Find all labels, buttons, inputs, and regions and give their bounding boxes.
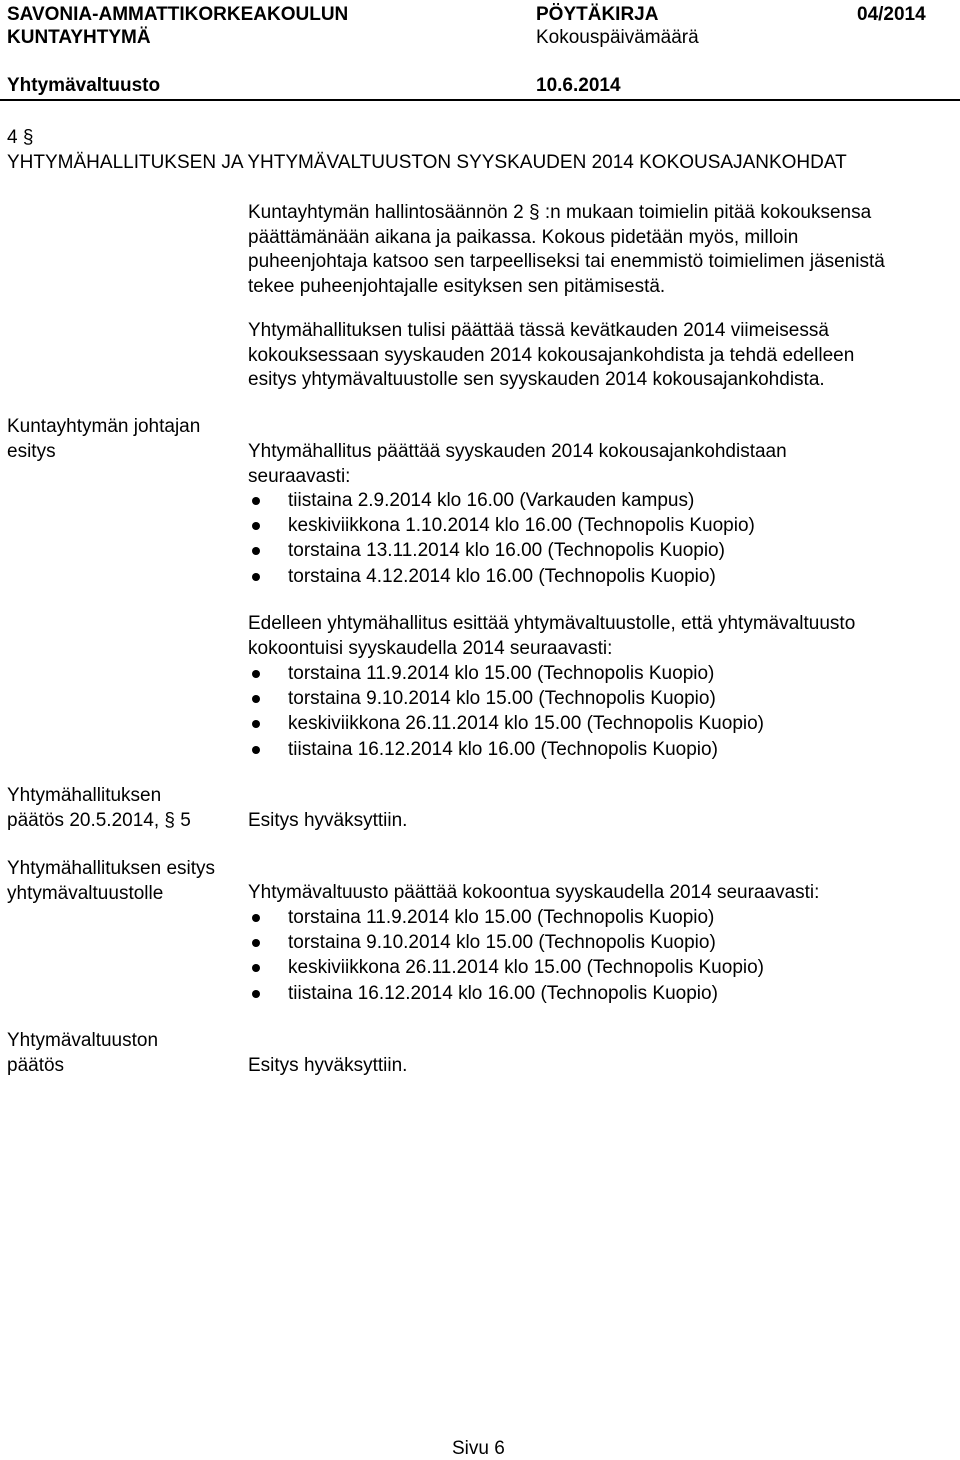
text-line: Edelleen yhtymähallitus esittää yhtymävaltuustolle, että yhtymävaltuusto: [248, 613, 856, 634]
proposal-lead-2: [248, 612, 855, 661]
page-number: Sivu 6: [452, 1438, 505, 1459]
organization-name-line2: KUNTAYHTYMÄ: [7, 27, 151, 48]
side-label-line: yhtymävaltuustolle: [7, 882, 164, 904]
board-meeting-dates-list: [248, 488, 755, 589]
text-line: kokoontuisi syyskaudella 2014 seuraavasti:: [248, 637, 613, 659]
section-mark: §: [22, 127, 34, 148]
text-line: tekee puheenjohtajalle esityksen sen pitämisestä.: [248, 275, 666, 297]
text-line: puheenjohtaja katsoo sen tarpeelliseksi tai enemmistö toimielimen jäsenistä: [248, 251, 885, 272]
document-number: 04/2014: [857, 4, 926, 25]
council-dates-final-list: [248, 905, 764, 1006]
side-label-line: päätös 20.5.2014, § 5: [7, 809, 191, 831]
text-line: esitys yhtymävaltuustolle sen syyskauden 2014 kokousajankohdista.: [248, 369, 825, 390]
text-line: Yhtymähallitus päättää syyskauden 2014 kokousajankohdistaan: [248, 441, 787, 462]
list-item: keskiviikkona 26.11.2014 klo 15.00 (Technopolis Kuopio): [248, 711, 764, 736]
list-item: torstaina 11.9.2014 klo 15.00 (Technopolis Kuopio): [248, 905, 764, 930]
text-line: seuraavasti:: [248, 465, 351, 487]
body-name: Yhtymävaltuusto: [7, 75, 161, 96]
section-heading-number: [7, 126, 33, 151]
side-label-line: Yhtymävaltuuston: [7, 1030, 159, 1051]
intro-paragraph-1: [248, 201, 885, 299]
section-number: 4: [7, 127, 18, 148]
list-item: torstaina 13.11.2014 klo 16.00 (Technopolis Kuopio): [248, 538, 755, 563]
meeting-date: 10.6.2014: [536, 75, 621, 96]
header-divider: [0, 99, 960, 101]
council-meeting-dates-list: [248, 661, 764, 762]
list-item: tiistaina 16.12.2014 klo 16.00 (Technopolis Kuopio): [248, 737, 764, 762]
side-label-council-decision: [7, 1029, 158, 1078]
text-line: kokouksessaan syyskauden 2014 kokousajankohdista ja tehdä edelleen: [248, 344, 855, 366]
list-item: tiistaina 2.9.2014 klo 16.00 (Varkauden kampus): [248, 488, 755, 513]
organization-name-line1: SAVONIA-AMMATTIKORKEAKOULUN: [7, 4, 349, 25]
list-item: torstaina 4.12.2014 klo 16.00 (Technopolis Kuopio): [248, 564, 755, 589]
side-label-line: Yhtymähallituksen esitys: [7, 858, 216, 879]
text-line: päättämänään aikana ja paikassa. Kokous pidetään myös, milloin: [248, 226, 799, 248]
side-label-board-proposal: [7, 857, 215, 906]
text-line: Kuntayhtymän hallintosäännön 2 § :n mukaan toimielin pitää kokouksensa: [248, 202, 872, 223]
proposal-lead: [248, 440, 787, 489]
list-item: keskiviikkona 26.11.2014 klo 15.00 (Technopolis Kuopio): [248, 955, 764, 980]
list-item: torstaina 9.10.2014 klo 15.00 (Technopolis Kuopio): [248, 930, 764, 955]
side-label-line: esitys: [7, 440, 56, 462]
intro-paragraph-2: [248, 319, 854, 393]
board-decision-text: Esitys hyväksyttiin.: [248, 810, 408, 831]
list-item: tiistaina 16.12.2014 klo 16.00 (Technopolis Kuopio): [248, 981, 764, 1006]
board-proposal-lead: Yhtymävaltuusto päättää kokoontua syyskaudella 2014 seuraavasti:: [248, 882, 820, 903]
list-item: keskiviikkona 1.10.2014 klo 16.00 (Technopolis Kuopio): [248, 513, 755, 538]
section-title: YHTYMÄHALLITUKSEN JA YHTYMÄVALTUUSTON SYYSKAUDEN 2014 KOKOUSAJANKOHDAT: [7, 152, 847, 173]
side-label-line: Kuntayhtymän johtajan: [7, 416, 201, 437]
side-label-line: Yhtymähallituksen: [7, 785, 162, 806]
list-item: torstaina 11.9.2014 klo 15.00 (Technopolis Kuopio): [248, 661, 764, 686]
text-line: Yhtymähallituksen tulisi päättää tässä kevätkauden 2014 viimeisessä: [248, 320, 829, 341]
side-label-proposal: [7, 415, 200, 464]
side-label-line: päätös: [7, 1054, 65, 1076]
side-label-board-decision: [7, 784, 191, 833]
council-decision-text: Esitys hyväksyttiin.: [248, 1055, 408, 1076]
list-item: torstaina 9.10.2014 klo 15.00 (Technopolis Kuopio): [248, 686, 764, 711]
meeting-date-label: Kokouspäivämäärä: [536, 27, 699, 48]
document-type: PÖYTÄKIRJA: [536, 4, 659, 25]
